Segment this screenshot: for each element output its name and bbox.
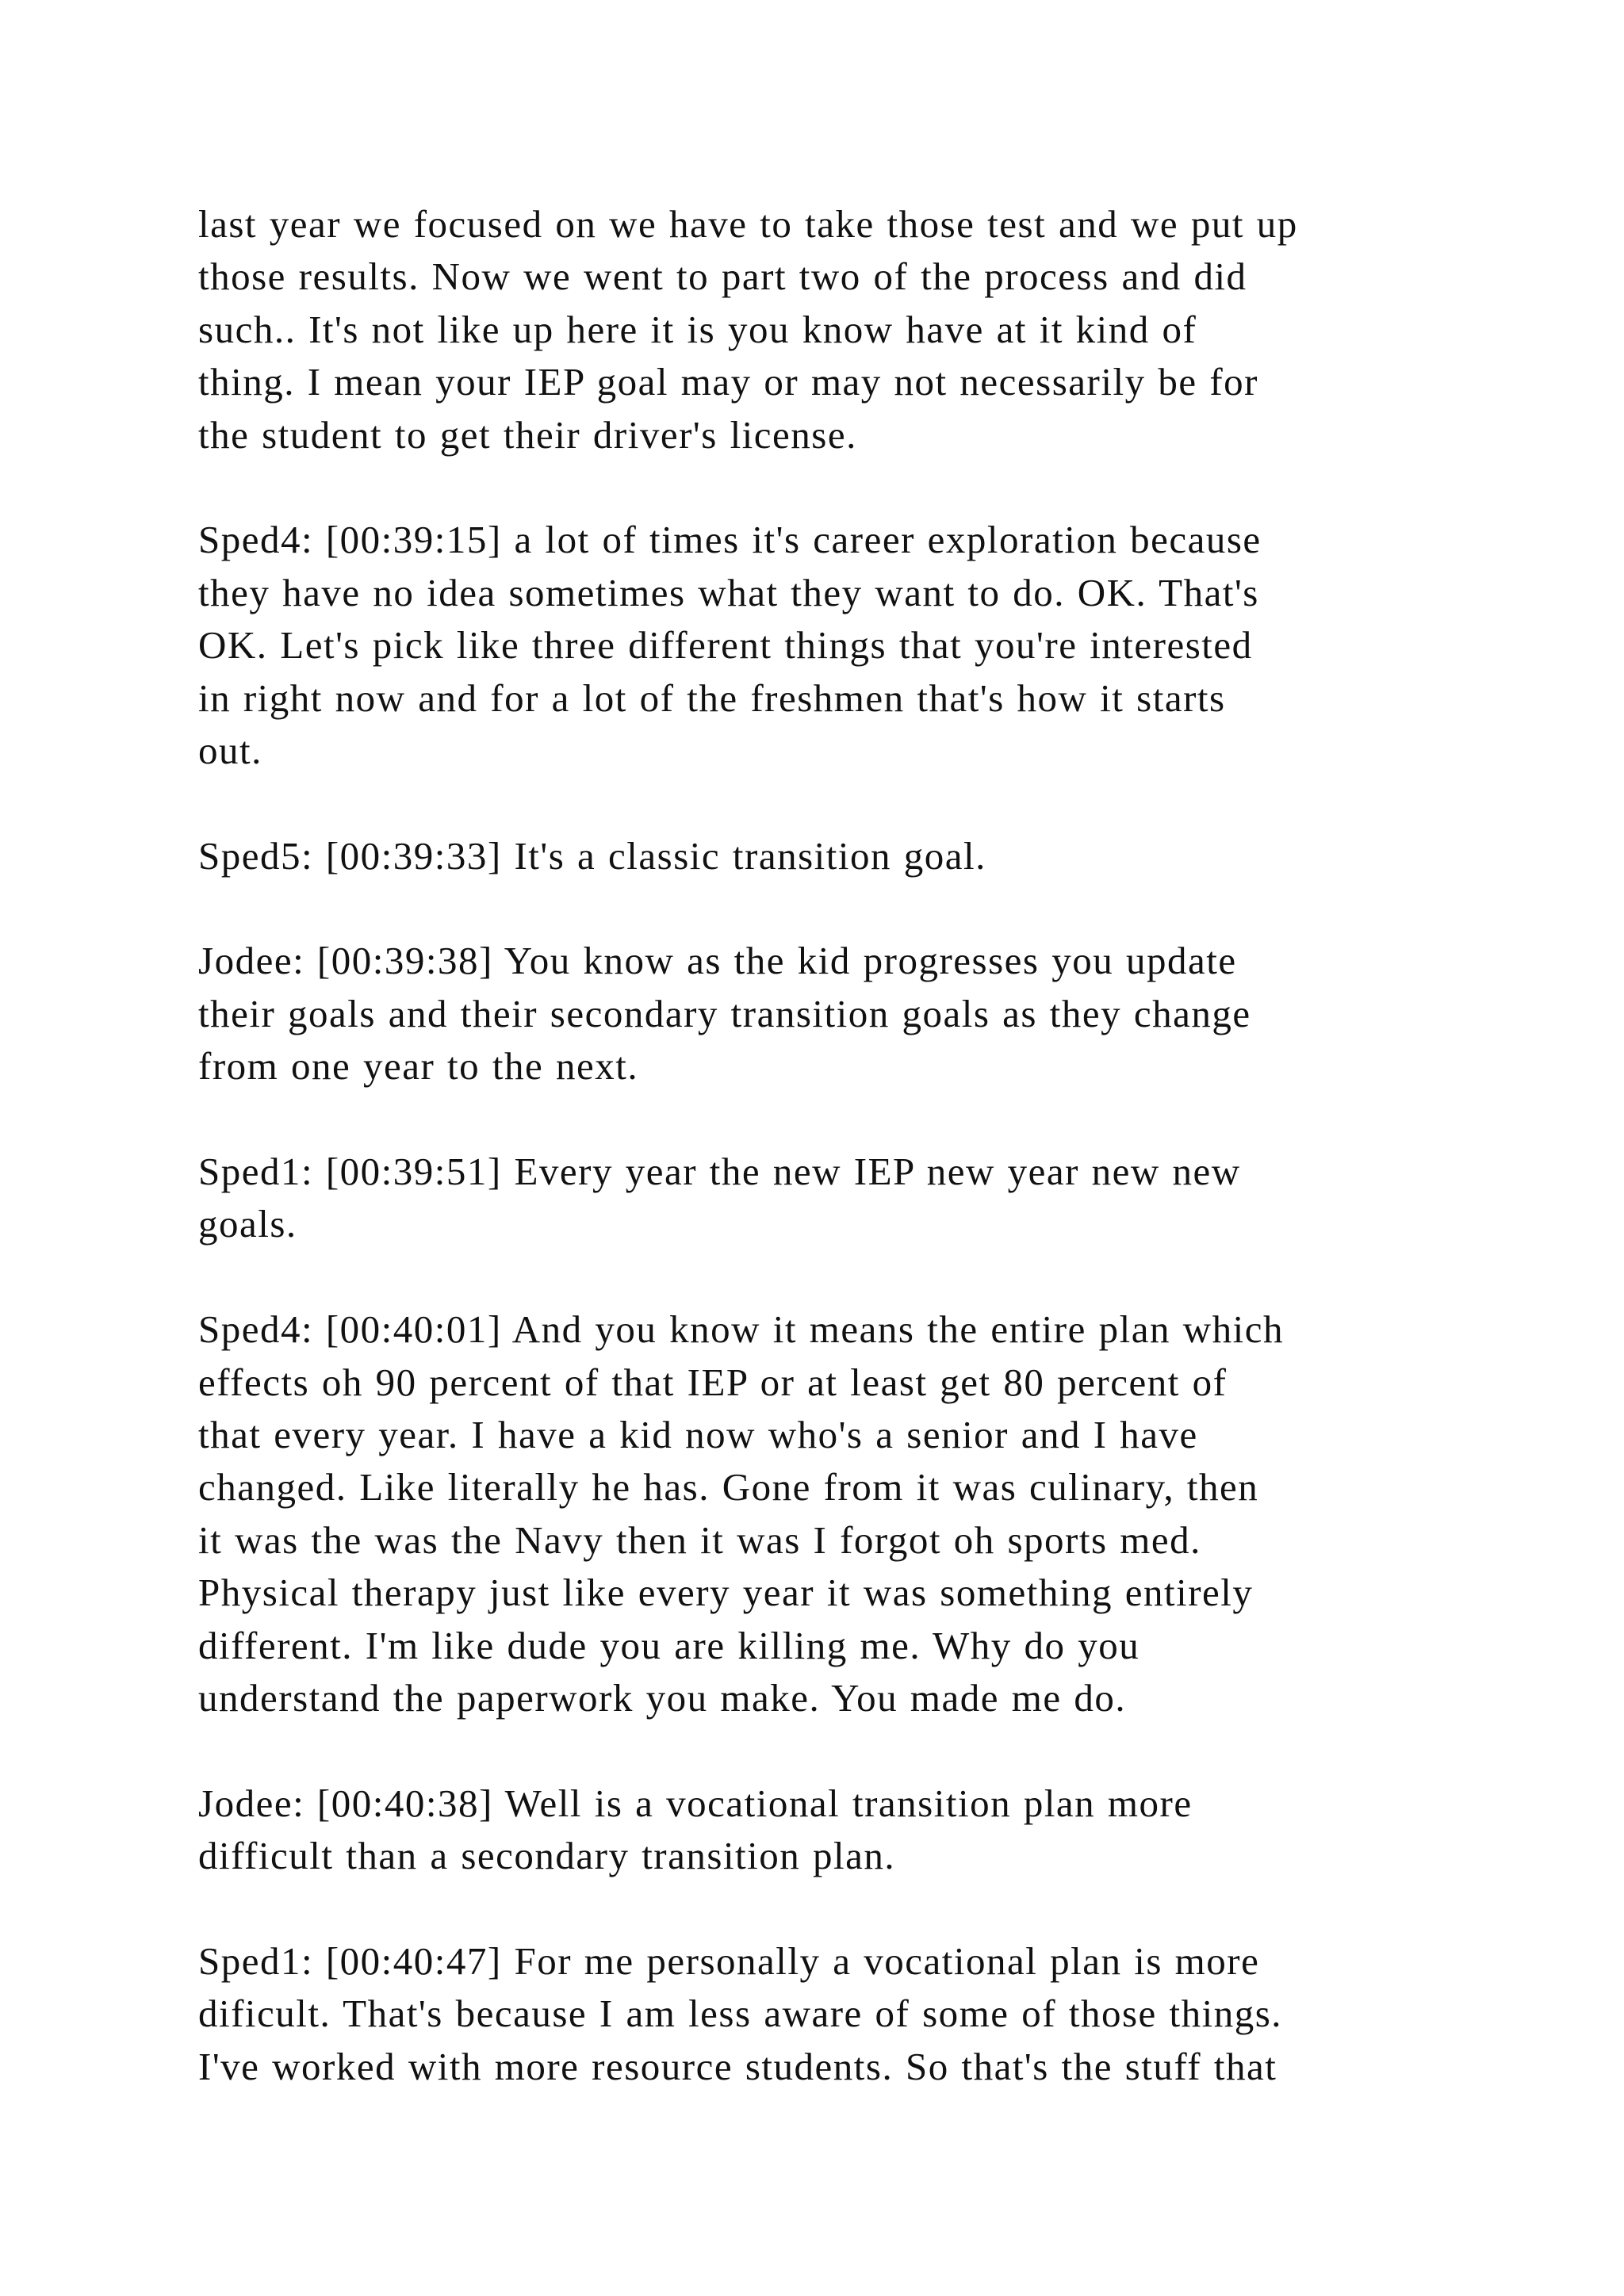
text-line: out. — [198, 728, 262, 772]
text-line: different. I'm like dude you are killing me. Why do you — [198, 1623, 1140, 1667]
text-line: those results. Now we went to part two of the process and did — [198, 254, 1247, 299]
text-line: Jodee: [00:40:38] Well is a vocational transition plan more — [198, 1781, 1193, 1825]
text-line: difficult than a secondary transition plan. — [198, 1834, 896, 1878]
text-line: last year we focused on we have to take those test and we put up — [198, 202, 1298, 246]
paragraph — [198, 1303, 1507, 1724]
paragraph — [198, 1146, 1507, 1251]
text-line: I've worked with more resource students. So that's the stuff that — [198, 2044, 1277, 2088]
paragraph-gap — [198, 882, 1507, 935]
paragraph — [198, 198, 1507, 461]
paragraph — [198, 514, 1507, 777]
paragraph — [198, 1935, 1507, 2093]
text-line: Sped1: [00:40:47] For me personally a vocational plan is more — [198, 1938, 1260, 1983]
text-line: Sped4: [00:40:01] And you know it means the entire plan which — [198, 1307, 1284, 1352]
text-line: their goals and their secondary transition goals as they change — [198, 991, 1251, 1035]
text-line: dificult. That's because I am less aware of some of those things. — [198, 1992, 1283, 2036]
text-line: thing. I mean your IEP goal may or may not necessarily be for — [198, 360, 1258, 404]
text-line: it was the was the Navy then it was I forgot oh sports med. — [198, 1517, 1201, 1562]
paragraph-gap — [198, 461, 1507, 514]
text-line: changed. Like literally he has. Gone from it was culinary, then — [198, 1465, 1259, 1510]
paragraph-gap — [198, 1724, 1507, 1777]
paragraph-gap — [198, 1251, 1507, 1303]
paragraph-gap — [198, 1883, 1507, 1935]
paragraph-gap — [198, 777, 1507, 829]
paragraph — [198, 1777, 1507, 1883]
text-line: Physical therapy just like every year it was something entirely — [198, 1571, 1254, 1615]
text-line: they have no idea sometimes what they want to do. OK. That's — [198, 570, 1259, 614]
text-line: that every year. I have a kid now who's a senior and I have — [198, 1412, 1198, 1456]
text-line: in right now and for a lot of the freshmen that's how it starts — [198, 675, 1226, 720]
text-line: the student to get their driver's license. — [198, 412, 857, 457]
paragraph-gap — [198, 1093, 1507, 1146]
paragraph — [198, 935, 1507, 1093]
text-line: OK. Let's pick like three different things that you're interested — [198, 623, 1253, 668]
text-line: Sped4: [00:39:15] a lot of times it's career exploration because — [198, 518, 1262, 562]
text-line: from one year to the next. — [198, 1044, 639, 1089]
text-line: such.. It's not like up here it is you know have at it kind of — [198, 307, 1197, 351]
text-line: Sped1: [00:39:51] Every year the new IEP new year new new — [198, 1150, 1241, 1194]
text-line: effects oh 90 percent of that IEP or at least get 80 percent of — [198, 1360, 1228, 1404]
text-line: Sped5: [00:39:33] It's a classic transition goal. — [198, 833, 986, 878]
text-line: Jodee: [00:39:38] You know as the kid progresses you update — [198, 939, 1237, 983]
text-line: goals. — [198, 1202, 297, 1246]
text-line: understand the paperwork you make. You made me do. — [198, 1675, 1127, 1720]
transcript-page — [198, 198, 1507, 2093]
paragraph — [198, 830, 1507, 882]
